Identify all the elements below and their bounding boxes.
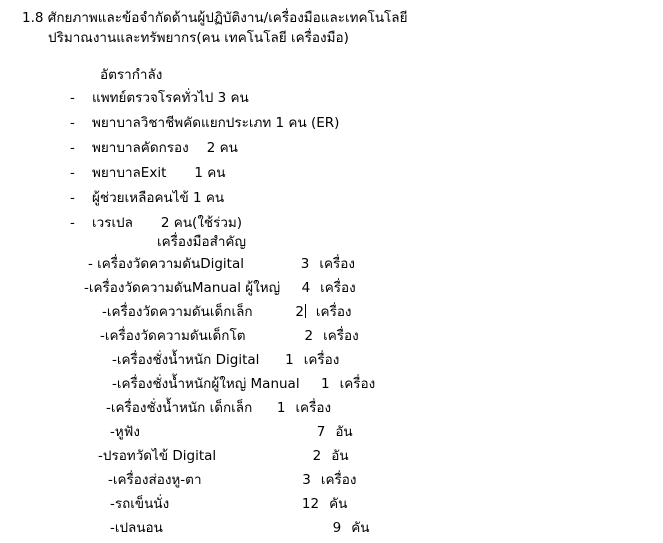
equipment-quantity: 1	[276, 400, 286, 416]
equipment-unit: เครื่อง	[323, 328, 359, 344]
list-item	[70, 86, 339, 111]
bullet-dash: -	[70, 115, 75, 131]
list-item-label: เวรเปล	[92, 215, 133, 231]
equipment-unit: เครื่อง	[319, 256, 355, 272]
list-item	[70, 161, 339, 186]
list-item-label: พยาบาลExit	[92, 165, 167, 181]
equipment-unit: เครื่อง	[315, 304, 352, 320]
equipment-label: -เครื่องวัดความดันเด็กโต	[100, 328, 246, 344]
equipment-label: -เครื่องวัดความดันเด็กเล็ก	[102, 304, 253, 320]
equipment-unit: อัน	[335, 424, 353, 440]
equipment-label: -หูฟัง	[110, 424, 140, 440]
bullet-dash: -	[70, 215, 75, 231]
bullet-dash: -	[70, 90, 75, 106]
list-item	[98, 444, 375, 468]
equipment-quantity: 2	[295, 304, 304, 320]
list-item	[112, 348, 375, 372]
list-item	[102, 300, 375, 324]
list-item	[108, 468, 375, 492]
equipment-label: -เปลนอน	[110, 520, 163, 536]
equipment-label: -เครื่องชั่งน้ำหนัก เด็กเล็ก	[106, 400, 253, 416]
list-item	[70, 136, 339, 161]
page-title	[22, 8, 652, 48]
equipment-label: -เครื่องชั่งน้ำหนัก Digital	[112, 352, 260, 368]
manpower-section-title: อัตรากำลัง	[100, 67, 163, 83]
bullet-dash: -	[70, 140, 75, 156]
equipment-section-title: เครื่องมือสำคัญ	[157, 234, 246, 250]
list-item	[88, 252, 375, 276]
equipment-unit: คัน	[329, 496, 348, 512]
list-item	[110, 492, 375, 516]
list-item	[106, 396, 375, 420]
equipment-quantity: 1	[321, 376, 330, 392]
list-item	[70, 186, 339, 211]
equipment-quantity: 3	[302, 472, 311, 488]
equipment-unit: เครื่อง	[295, 400, 332, 416]
equipment-quantity: 2	[312, 448, 322, 464]
equipment-quantity: 7	[316, 424, 326, 440]
equipment-unit: คัน	[351, 520, 370, 536]
bullet-dash: -	[70, 190, 75, 206]
equipment-quantity: 4	[301, 280, 311, 296]
equipment-quantity: 9	[332, 520, 342, 536]
manpower-list	[70, 86, 339, 236]
bullet-dash: -	[70, 165, 75, 181]
list-item-quantity: 1 คน	[194, 165, 226, 181]
list-item	[112, 372, 375, 396]
equipment-quantity: 12	[301, 496, 320, 512]
equipment-label: -เครื่องส่องหู-ตา	[108, 472, 202, 488]
equipment-unit: เครื่อง	[303, 352, 340, 368]
equipment-label: -รถเข็นนั่ง	[110, 496, 170, 512]
heading-line-1: 1.8 ศักยภาพและข้อจำกัดด้านผู้ปฏิบัติงาน/เครื่องมือและเทคโนโลยี	[22, 10, 408, 26]
list-item	[110, 516, 375, 540]
equipment-label: -เครื่องชั่งน้ำหนักผู้ใหญ่ Manual	[112, 376, 300, 392]
list-item-label: พยาบาลคัดกรอง	[92, 140, 189, 156]
list-item-quantity: 2 คน	[206, 140, 238, 156]
list-item	[110, 420, 375, 444]
heading-line-2: ปริมาณงานและทรัพยากร(คน เทคโนโลยี เครื่องมือ)	[48, 30, 349, 46]
list-item-label: ผู้ช่วยเหลือคนไข้ 1 คน	[92, 190, 225, 206]
equipment-list	[84, 252, 376, 540]
equipment-label: - เครื่องวัดความดันDigital	[88, 256, 244, 272]
list-item	[84, 276, 375, 300]
equipment-unit: เครื่อง	[320, 472, 357, 488]
equipment-label: -ปรอทวัดไข้ Digital	[98, 448, 217, 464]
equipment-unit: อัน	[331, 448, 349, 464]
list-item-label: พยาบาลวิชาชีพคัดแยกประเภท 1 คน (ER)	[92, 115, 340, 131]
list-item-quantity: 2 คน(ใช้ร่วม)	[160, 215, 243, 231]
list-item-label: แพทย์ตรวจโรคทั่วไป 3 คน	[92, 90, 249, 106]
equipment-unit: เครื่อง	[339, 376, 376, 392]
equipment-quantity: 3	[300, 256, 310, 272]
list-item	[100, 324, 375, 348]
equipment-label: -เครื่องวัดความดันManual ผู้ใหญ่	[84, 280, 281, 296]
equipment-quantity: 2	[304, 328, 314, 344]
list-item	[70, 111, 339, 136]
equipment-quantity: 1	[285, 352, 294, 368]
equipment-unit: เครื่อง	[320, 280, 356, 296]
